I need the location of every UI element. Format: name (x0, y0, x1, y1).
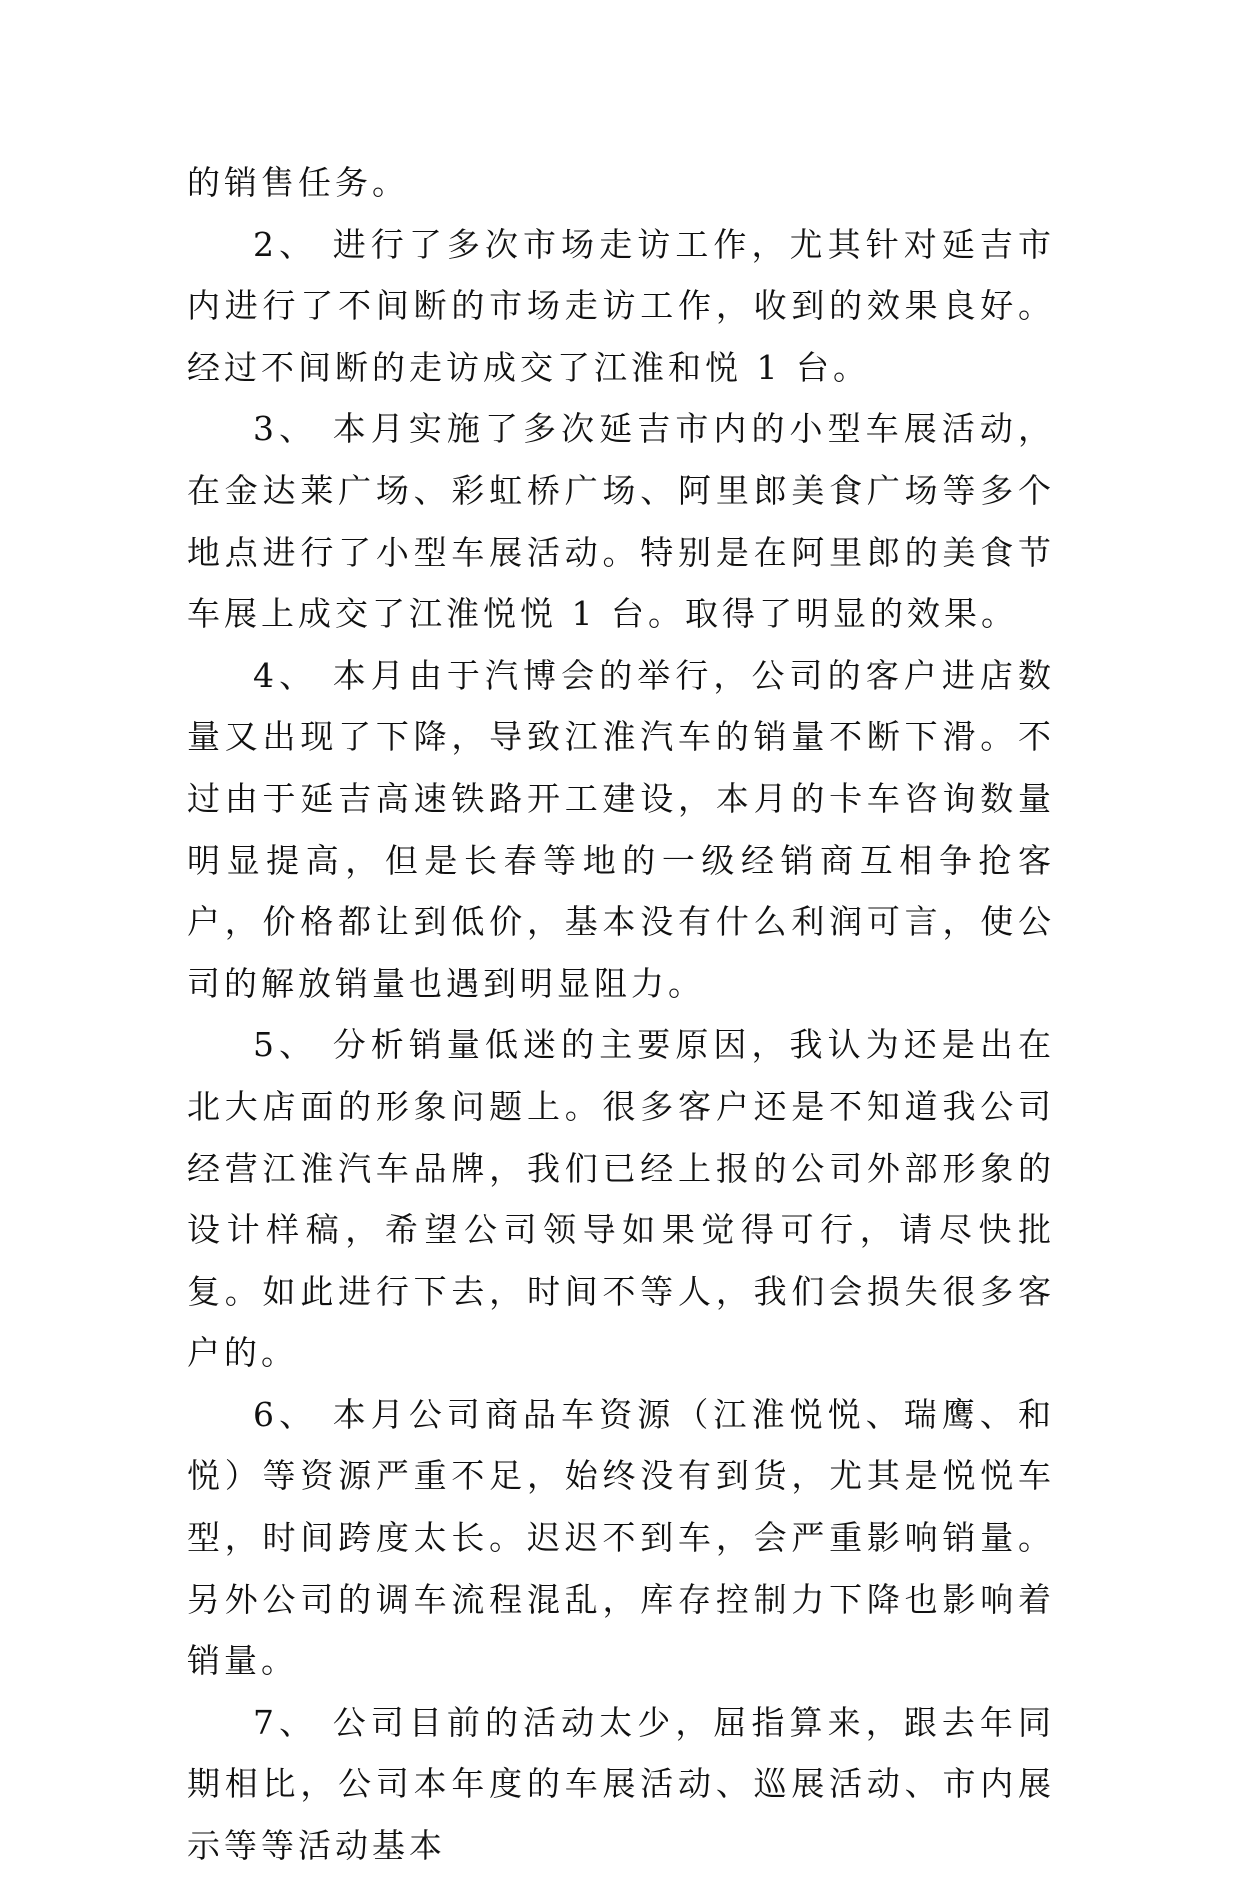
paragraph-item-5: 5、 分析销量低迷的主要原因，我认为还是出在北大店面的形象问题上。很多客户还是不知道我公司经营江淮汽车品牌，我们已经上报的公司外部形象的设计样稿，希望公司领导如果觉得可行，请尽快批复。如此进行下去，时间不等人，我们会损失很多客户的。 (187, 1025, 1055, 1373)
paragraph-item-6: 6、 本月公司商品车资源（江淮悦悦、瑞鹰、和悦）等资源严重不足，始终没有到货，尤其是悦悦车型，时间跨度太长。迟迟不到车，会严重影响销量。另外公司的调车流程混乱，库存控制力下降也影响着销量。 (187, 1394, 1055, 1681)
paragraph-continuation: 的销售任务。 (187, 163, 409, 202)
paragraph-item-2: 2、 进行了多次市场走访工作，尤其针对延吉市内进行了不间断的市场走访工作，收到的效果良好。经过不间断的走访成交了江淮和悦 1 台。 (187, 224, 1055, 387)
paragraph-item-7: 7、 公司目前的活动太少，屈指算来，跟去年同期相比，公司本年度的车展活动、巡展活动、市内展示等等活动基本 (187, 1702, 1055, 1866)
document-body (187, 152, 1055, 1877)
paragraph-item-4: 4、 本月由于汽博会的举行，公司的客户进店数量又出现了下降，导致江淮汽车的销量不断下滑。不过由于延吉高速铁路开工建设，本月的卡车咨询数量明显提高，但是长春等地的一级经销商互相争抢客户，价格都让到低价，基本没有什么利润可言，使公司的解放销量也遇到明显阻力。 (187, 655, 1055, 1003)
paragraph-item-3: 3、 本月实施了多次延吉市内的小型车展活动，在金达莱广场、彩虹桥广场、阿里郎美食广场等多个地点进行了小型车展活动。特别是在阿里郎的美食节车展上成交了江淮悦悦 1 台。取得了明显的效果。 (187, 409, 1055, 634)
